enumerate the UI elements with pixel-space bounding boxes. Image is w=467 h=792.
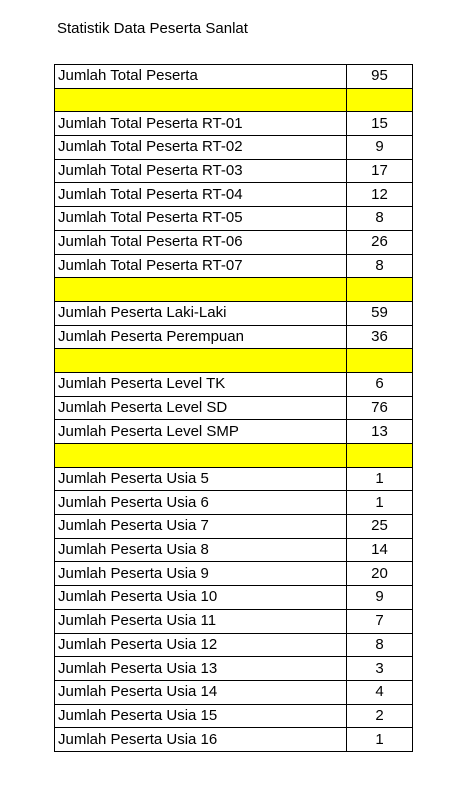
statistics-table-body <box>55 65 413 752</box>
separator-cell <box>347 88 413 112</box>
row-value: 15 <box>347 112 413 136</box>
separator-cell <box>347 349 413 373</box>
table-row <box>55 609 413 633</box>
row-label: Jumlah Total Peserta RT-04 <box>55 183 347 207</box>
row-label: Jumlah Peserta Usia 13 <box>55 657 347 681</box>
page-title: Statistik Data Peserta Sanlat <box>57 20 248 37</box>
row-value: 14 <box>347 538 413 562</box>
row-value: 3 <box>347 657 413 681</box>
table-row <box>55 704 413 728</box>
row-value: 8 <box>347 633 413 657</box>
row-label: Jumlah Peserta Level SD <box>55 396 347 420</box>
table-row <box>55 301 413 325</box>
table-row <box>55 372 413 396</box>
table-row <box>55 183 413 207</box>
row-label: Jumlah Peserta Usia 9 <box>55 562 347 586</box>
row-label: Jumlah Total Peserta RT-02 <box>55 136 347 160</box>
row-value: 25 <box>347 515 413 539</box>
table-row <box>55 254 413 278</box>
row-label: Jumlah Total Peserta RT-01 <box>55 112 347 136</box>
highlight-separator-row <box>55 349 413 373</box>
table-row <box>55 515 413 539</box>
table-row <box>55 159 413 183</box>
row-value: 59 <box>347 301 413 325</box>
row-label: Jumlah Peserta Usia 7 <box>55 515 347 539</box>
separator-cell <box>55 88 347 112</box>
row-label: Jumlah Peserta Usia 14 <box>55 680 347 704</box>
separator-cell <box>347 444 413 468</box>
row-label: Jumlah Peserta Perempuan <box>55 325 347 349</box>
row-value: 1 <box>347 467 413 491</box>
table-row <box>55 65 413 89</box>
table-row <box>55 396 413 420</box>
row-value: 1 <box>347 728 413 752</box>
highlight-separator-row <box>55 444 413 468</box>
row-label: Jumlah Peserta Usia 6 <box>55 491 347 515</box>
separator-cell <box>55 444 347 468</box>
row-label: Jumlah Peserta Usia 12 <box>55 633 347 657</box>
table-row <box>55 230 413 254</box>
row-label: Jumlah Peserta Usia 8 <box>55 538 347 562</box>
row-value: 76 <box>347 396 413 420</box>
row-value: 8 <box>347 254 413 278</box>
table-row <box>55 538 413 562</box>
row-label: Jumlah Peserta Laki-Laki <box>55 301 347 325</box>
row-value: 1 <box>347 491 413 515</box>
row-label: Jumlah Total Peserta RT-06 <box>55 230 347 254</box>
row-label: Jumlah Total Peserta RT-03 <box>55 159 347 183</box>
separator-cell <box>347 278 413 302</box>
row-label: Jumlah Peserta Usia 11 <box>55 609 347 633</box>
row-label: Jumlah Peserta Level SMP <box>55 420 347 444</box>
statistics-table <box>54 64 413 752</box>
table-row <box>55 633 413 657</box>
table-row <box>55 207 413 231</box>
row-label: Jumlah Total Peserta RT-07 <box>55 254 347 278</box>
row-value: 9 <box>347 136 413 160</box>
table-row <box>55 420 413 444</box>
separator-cell <box>55 349 347 373</box>
row-value: 2 <box>347 704 413 728</box>
row-value: 20 <box>347 562 413 586</box>
table-row <box>55 112 413 136</box>
row-label: Jumlah Peserta Usia 10 <box>55 586 347 610</box>
table-row <box>55 136 413 160</box>
separator-cell <box>55 278 347 302</box>
table-row <box>55 728 413 752</box>
table-row <box>55 467 413 491</box>
row-value: 6 <box>347 372 413 396</box>
row-label: Jumlah Peserta Usia 5 <box>55 467 347 491</box>
row-label: Jumlah Total Peserta RT-05 <box>55 207 347 231</box>
table-row <box>55 680 413 704</box>
row-value: 95 <box>347 65 413 89</box>
row-value: 26 <box>347 230 413 254</box>
row-label: Jumlah Total Peserta <box>55 65 347 89</box>
row-value: 4 <box>347 680 413 704</box>
row-value: 36 <box>347 325 413 349</box>
table-row <box>55 586 413 610</box>
table-row <box>55 325 413 349</box>
table-row <box>55 657 413 681</box>
row-value: 9 <box>347 586 413 610</box>
row-value: 17 <box>347 159 413 183</box>
table-row <box>55 562 413 586</box>
row-label: Jumlah Peserta Usia 16 <box>55 728 347 752</box>
row-value: 12 <box>347 183 413 207</box>
row-label: Jumlah Peserta Level TK <box>55 372 347 396</box>
highlight-separator-row <box>55 278 413 302</box>
row-label: Jumlah Peserta Usia 15 <box>55 704 347 728</box>
highlight-separator-row <box>55 88 413 112</box>
row-value: 13 <box>347 420 413 444</box>
table-row <box>55 491 413 515</box>
row-value: 8 <box>347 207 413 231</box>
row-value: 7 <box>347 609 413 633</box>
